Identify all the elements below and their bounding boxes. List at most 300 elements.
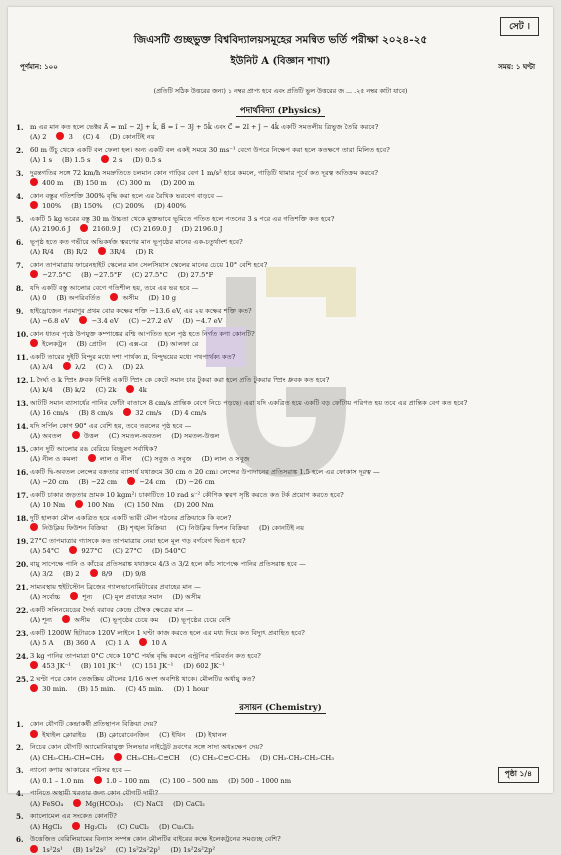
answer-options <box>30 500 537 510</box>
physics-question-list <box>16 123 537 694</box>
answer-option <box>96 731 149 739</box>
option-marker <box>122 570 133 578</box>
question-body <box>30 353 537 372</box>
answer-option <box>96 386 117 394</box>
option-letter: (D) <box>170 845 181 854</box>
option-marker <box>152 547 163 555</box>
option-text: 2k <box>108 386 117 395</box>
option-text: ইথানল <box>208 730 227 739</box>
answer-option <box>123 363 144 371</box>
question-body <box>30 720 537 739</box>
question-number: 5. <box>16 812 24 822</box>
answer-options <box>30 224 537 234</box>
question-number: 13. <box>16 399 29 408</box>
option-letter: (A) <box>30 317 41 326</box>
question-item <box>16 720 537 739</box>
question-item <box>16 238 537 257</box>
option-letter: (D) <box>228 776 239 785</box>
option-text: −27.5°F <box>93 271 122 280</box>
option-marker <box>129 317 139 325</box>
answer-option <box>142 455 192 463</box>
option-letter: (B) <box>62 386 73 395</box>
answer-options <box>30 845 537 855</box>
option-text: আলফা রে <box>170 340 199 349</box>
answer-options <box>30 339 537 349</box>
answer-option <box>172 409 207 417</box>
option-letter: (B) <box>72 845 84 854</box>
option-text: 100% <box>42 202 62 211</box>
option-marker <box>30 777 40 785</box>
answer-option <box>81 271 122 279</box>
answer-options <box>30 408 537 418</box>
option-letter: (B) <box>73 179 84 188</box>
question-text: একটি 1200W হিটারকে 120V লাইনে 1 ঘণ্টা কাজ করতে হলে এর মধ্য দিয়ে কত বিদ্যুৎ প্রবাহিত হবে? <box>30 629 305 637</box>
option-text: 2160.9 J <box>92 225 121 234</box>
total-marks: পূর্ণমান: ১০০ <box>20 62 58 71</box>
answer-option-marked <box>101 156 123 164</box>
option-text: CH₃-CH₂-C≡CH <box>126 753 180 762</box>
marked-answer-dot <box>88 455 98 463</box>
option-marker <box>30 386 40 394</box>
exam-page <box>8 7 553 854</box>
option-letter: (B) <box>77 685 88 694</box>
answer-option <box>62 156 90 164</box>
question-text: L দৈর্ঘ্য ও k স্প্রিং ধ্রুবক বিশিষ্ট একটি স্প্রিং কে কেটে সমান চার টুকরা করা হলে প্রতি টুকরার স্প্রিং ধ্রুবক কত হবে? <box>30 376 330 384</box>
option-marker <box>154 202 165 210</box>
answer-options <box>30 132 537 142</box>
option-marker <box>30 317 40 325</box>
option-text: 400% <box>167 202 187 211</box>
option-text: −3.4 eV <box>91 317 119 326</box>
option-marker <box>78 685 88 693</box>
option-text: অবতল <box>42 432 62 441</box>
answer-option <box>170 846 215 854</box>
marked-answer-dot <box>72 823 82 831</box>
option-marker <box>116 846 126 854</box>
marking-rule: (প্রতিটি সঠিক উত্তরের জন্য) ১ নম্বর প্রাপ্য হবে এবং প্রতিটি ভুল উত্তরের জ ... .২৫ নম্বর কাটা যাবে) <box>153 87 408 95</box>
answer-options <box>30 431 537 441</box>
option-letter: (D) <box>182 317 194 326</box>
option-marker <box>118 524 128 532</box>
answer-option <box>30 386 53 394</box>
option-marker <box>172 593 183 601</box>
answer-option <box>176 478 215 486</box>
question-item <box>16 146 537 165</box>
marked-answer-dot <box>80 225 90 233</box>
answer-option <box>136 248 154 256</box>
answer-option-marked <box>139 639 167 647</box>
option-letter: (C) <box>95 386 106 395</box>
answer-option-marked <box>90 570 113 578</box>
question-item <box>16 307 537 326</box>
option-text: 4 cm/s <box>184 409 207 418</box>
option-marker <box>195 731 206 739</box>
option-marker <box>79 409 89 417</box>
answer-options <box>30 477 537 487</box>
option-letter: (C) <box>112 202 124 211</box>
question-item <box>16 812 537 831</box>
question-body <box>30 307 537 326</box>
answer-option <box>132 662 173 670</box>
question-body <box>30 583 537 602</box>
option-letter: (C) <box>124 501 135 510</box>
answer-options <box>30 155 537 165</box>
option-marker <box>168 616 179 624</box>
option-letter: (C) <box>141 455 153 464</box>
answer-option-marked <box>110 294 138 302</box>
answer-option-marked <box>30 662 71 670</box>
question-number: 1. <box>16 720 24 730</box>
option-marker <box>63 639 73 647</box>
option-letter: (A) <box>30 409 41 418</box>
option-marker <box>124 501 134 509</box>
option-marker <box>30 478 40 486</box>
question-text: কোন বস্তুর গতিশক্তি 300% বৃদ্ধি করা হলে এর রৈখিক ভরবেগ বাড়বে — <box>30 192 223 200</box>
question-body <box>30 146 537 165</box>
option-text: 200 Nm <box>186 501 214 510</box>
answer-options <box>30 730 537 740</box>
answer-option <box>160 777 218 785</box>
option-text: 2 <box>42 133 47 142</box>
option-marker <box>64 248 74 256</box>
option-marker <box>259 524 270 532</box>
option-text: 2169.0 J <box>143 225 172 234</box>
option-text: 0.5 s <box>145 156 162 165</box>
option-text: 32 cm/s <box>135 409 162 418</box>
option-letter: (A) <box>30 776 41 785</box>
option-marker <box>62 156 72 164</box>
option-letter: (D) <box>258 524 270 533</box>
question-item <box>16 284 537 303</box>
question-body <box>30 330 537 349</box>
option-marker <box>81 662 91 670</box>
question-text: কোন তাপমাত্রায় ফারেনহাইট স্কেলের মান সেলসিয়াস স্কেলের মানের চেয়ে 10° বেশি হবে? <box>30 261 268 269</box>
option-text: −4.7 eV <box>195 317 223 326</box>
exam-unit: ইউনিট A (বিজ্ঞান শাখা) <box>230 56 331 67</box>
option-letter: (D) <box>183 662 194 671</box>
marked-answer-dot <box>30 179 40 187</box>
question-number: 4. <box>16 192 24 201</box>
answer-option <box>30 616 52 624</box>
answer-option-marked <box>79 317 118 325</box>
question-text: 3 kg পানির তাপমাত্রা 0°C থেকে 10°C পর্যন্ত বৃদ্ধি করলে এন্ট্রপির পরিবর্তন কত হবে? <box>30 652 261 660</box>
question-body <box>30 514 537 533</box>
option-marker <box>30 133 40 141</box>
option-marker <box>73 846 83 854</box>
option-marker <box>83 133 93 141</box>
option-letter: (A) <box>30 639 41 648</box>
answer-option-marked <box>30 271 71 279</box>
option-text: 16 cm/s <box>42 409 69 418</box>
option-text: λ/2 <box>75 363 86 372</box>
option-text: 2196.0 J <box>194 225 223 234</box>
option-marker <box>63 386 73 394</box>
question-body <box>30 560 537 579</box>
question-body <box>30 169 537 188</box>
question-text: দুরন্তগতির সঙ্গে 72 km/h সমদ্রুতিতে চলমান কোন গাড়ির বেগ 1 m/s² হারে কমলে, গাড়িটি থামার পূর্বে কত দূরত্ব অতিক্রম করবে? <box>30 169 379 177</box>
question-text: যদি সর্পিল কোণ 90° এর বেশি হয়, তবে তরলের পৃষ্ঠ হবে — <box>30 422 192 430</box>
option-text: 4k <box>138 386 147 395</box>
answer-option <box>30 777 84 785</box>
answer-options <box>30 247 537 257</box>
answer-options <box>30 454 537 464</box>
answer-option <box>178 271 214 279</box>
question-number: 1. <box>16 123 24 132</box>
question-item <box>16 743 537 762</box>
question-number: 14. <box>16 422 29 431</box>
answer-option <box>118 524 167 532</box>
option-marker <box>183 662 194 670</box>
question-text: দুটি হালকা মৌল একত্রিত হয়ে একটি ভারী মৌল গঠনের প্রক্রিয়াকে কি বলে? <box>30 514 232 522</box>
option-letter: (A) <box>30 455 41 464</box>
option-letter: (D) <box>181 225 193 234</box>
question-item <box>16 606 537 625</box>
answer-option <box>174 685 209 693</box>
answer-options <box>30 776 537 786</box>
answer-option <box>64 248 88 256</box>
answer-option-marked <box>56 133 72 141</box>
option-text: 3/2 <box>42 570 53 579</box>
option-letter: (D) <box>171 432 182 441</box>
option-letter: (C) <box>82 133 94 142</box>
option-text: নিউক্লিয় ফিউশন বিক্রিয়া <box>42 524 108 533</box>
option-text: −27.5°C <box>42 271 72 280</box>
option-letter: (C) <box>117 822 128 831</box>
option-text: CuCl₂ <box>129 822 149 831</box>
marked-answer-dot <box>63 363 73 371</box>
answer-option <box>148 294 176 302</box>
answer-options <box>30 592 537 602</box>
option-letter: (C) <box>159 776 171 785</box>
answer-option-marked <box>30 340 67 348</box>
option-marker <box>71 202 81 210</box>
marked-answer-dot <box>30 846 40 854</box>
option-marker <box>96 386 106 394</box>
answer-option <box>30 593 60 601</box>
answer-option <box>30 823 62 831</box>
question-text: একটি চাকার জড়তার ভ্রামক 10 kgm²। চাকাটিতে 10 rad s⁻² কৌণিক ত্বরণ সৃষ্টি করতে কত টর্ক প্রয়োগ করতে হবে? <box>30 491 344 499</box>
option-text: CaCl₂ <box>185 799 205 808</box>
answer-options <box>30 362 537 372</box>
option-marker <box>181 225 192 233</box>
chemistry-heading <box>8 701 553 715</box>
option-letter: (D) <box>122 570 134 579</box>
marked-answer-dot <box>30 271 40 279</box>
question-body <box>30 675 537 694</box>
option-marker <box>30 823 40 831</box>
question-body <box>30 376 537 395</box>
answer-option <box>159 823 194 831</box>
chemistry-title: রসায়ন (Chemistry) <box>235 703 326 714</box>
option-marker <box>30 754 40 762</box>
answer-option <box>78 685 116 693</box>
option-marker <box>157 340 168 348</box>
option-letter: (A) <box>30 225 41 234</box>
marked-answer-dot <box>30 731 40 739</box>
option-text: উত্তল <box>83 432 99 441</box>
question-item <box>16 330 537 349</box>
option-marker <box>159 823 170 831</box>
question-text: ন্যানো কণার আকারের পরিসর হবে — <box>30 766 131 775</box>
option-marker <box>172 409 183 417</box>
option-letter: (A) <box>30 822 41 831</box>
option-text: 4 <box>95 133 100 142</box>
option-letter: (C) <box>130 225 142 234</box>
answer-options <box>30 178 537 188</box>
option-text: 400 m <box>42 179 64 188</box>
question-body <box>30 652 537 671</box>
exam-title: জিএসটি গুচ্ছভুক্ত বিশ্ববিদ্যালয়সমূহের সমন্বিত ভর্তি পরীক্ষা ২০২৪-২৫ <box>133 34 428 46</box>
option-marker <box>56 294 66 302</box>
question-number: 3. <box>16 766 24 776</box>
answer-option-marked <box>73 800 123 808</box>
option-text: ভূপৃষ্ঠের চেয়ে কম <box>112 616 159 625</box>
option-text: অসীম <box>185 593 201 602</box>
option-marker <box>30 294 40 302</box>
option-text: 10 g <box>161 294 176 303</box>
option-letter: (C) <box>116 179 128 188</box>
option-text: 200 m <box>173 179 195 188</box>
marked-answer-dot <box>69 547 79 555</box>
exam-time: সময়: ১ ঘণ্টা <box>498 62 535 71</box>
option-text: Mg(HCO₃)₂ <box>85 799 124 808</box>
option-text: ভূপৃষ্ঠের চেয়ে বেশি <box>181 616 231 625</box>
option-text: 1.5 s <box>74 156 91 165</box>
question-item <box>16 629 537 648</box>
option-text: 8 cm/s <box>90 409 114 418</box>
option-letter: (D) <box>177 271 189 280</box>
answer-option-marked <box>69 547 102 555</box>
answer-option <box>102 593 162 601</box>
option-letter: (A) <box>30 799 41 808</box>
question-number: 9. <box>16 307 24 316</box>
option-marker <box>30 593 40 601</box>
option-marker <box>96 363 106 371</box>
option-text: নীল ও কমলা <box>42 455 78 464</box>
question-body <box>30 468 537 487</box>
option-text: 1s²2s² <box>85 845 106 854</box>
option-marker <box>123 363 134 371</box>
option-text: শৃঙ্খল বিক্রিয়া <box>129 524 167 533</box>
option-text: NaCl <box>145 799 164 808</box>
option-text: 150 Nm <box>136 501 164 510</box>
option-text: 1s²2s²2p¹ <box>128 845 161 854</box>
question-body <box>30 537 537 556</box>
option-text: 150 m <box>85 179 107 188</box>
answer-option <box>154 202 186 210</box>
answer-option <box>30 156 52 164</box>
marked-answer-dot <box>70 593 80 601</box>
answer-option <box>260 754 334 762</box>
question-item <box>16 514 537 533</box>
option-text: সর্বোচ্চ <box>42 593 61 602</box>
option-text: CH₃-CH₂-CH=CH₂ <box>42 753 105 762</box>
option-marker <box>105 639 115 647</box>
option-text: মূল প্রবাহের সমান <box>114 593 163 602</box>
answer-option <box>228 777 291 785</box>
option-text: ইলেকট্রন <box>42 340 67 349</box>
answer-option-marked <box>30 202 61 210</box>
answer-option-marked <box>30 846 63 854</box>
answer-option <box>63 639 95 647</box>
option-text: অসীম <box>74 616 91 625</box>
option-text: নিউক্লিয় ফিশন বিক্রিয়া <box>188 524 249 533</box>
question-number: 5. <box>16 215 24 224</box>
answer-option <box>79 409 113 417</box>
option-letter: (B) <box>76 340 87 349</box>
answer-option <box>171 432 219 440</box>
option-text: অসীম <box>122 294 139 303</box>
option-marker <box>30 225 40 233</box>
answer-option-marked <box>127 478 165 486</box>
answer-options <box>30 316 537 326</box>
question-body <box>30 789 537 808</box>
question-body <box>30 399 537 418</box>
marked-answer-dot <box>30 685 40 693</box>
option-text: 0 <box>42 294 47 303</box>
option-marker <box>30 409 40 417</box>
option-letter: (A) <box>30 593 41 602</box>
question-text: যদি একটি বস্তু আলোর বেগে গতিশীল হয়, তবে এর ভর হবে — <box>30 284 199 292</box>
question-item <box>16 560 537 579</box>
option-letter: (A) <box>30 432 41 441</box>
option-text: −26 cm <box>188 478 215 487</box>
answer-options <box>30 753 537 763</box>
question-number: 8. <box>16 284 24 293</box>
option-text: 5 A <box>42 639 54 648</box>
option-letter: (C) <box>133 799 144 808</box>
option-letter: (A) <box>30 478 41 487</box>
answer-option <box>183 317 223 325</box>
option-text: −22 cm <box>90 478 118 487</box>
option-letter: (D) <box>168 616 179 625</box>
option-text: 100 Nm <box>87 501 115 510</box>
marked-answer-dot <box>62 616 72 624</box>
option-marker <box>161 179 172 187</box>
question-item <box>16 835 537 854</box>
answer-option <box>30 133 46 141</box>
question-number: 2. <box>16 146 24 155</box>
answer-option-marked <box>30 524 108 532</box>
option-marker <box>142 455 152 463</box>
question-text: নিচের কোন যৌগটি অ্যামোনিয়াযুক্ত সিলভার নাইট্রেট দ্রবণের সঙ্গে সাদা অধঃক্ষেপ দেয়? <box>30 743 263 752</box>
answer-option-marked <box>70 593 92 601</box>
answer-options <box>30 293 537 303</box>
question-item <box>16 123 537 142</box>
answer-option <box>109 432 161 440</box>
option-marker <box>30 432 40 440</box>
option-marker <box>30 501 40 509</box>
question-item <box>16 583 537 602</box>
question-item <box>16 399 537 418</box>
option-letter: (C) <box>159 730 170 739</box>
option-letter: (C) <box>100 616 111 625</box>
question-item <box>16 215 537 234</box>
option-text: 27.5°F <box>190 271 214 280</box>
question-body <box>30 766 537 785</box>
answer-option-marked <box>126 386 146 394</box>
answer-option <box>195 731 226 739</box>
option-text: HgCl₂ <box>42 822 63 831</box>
question-text: কোন যৌগটি কেন্দ্রাকর্ষী প্রতিস্থাপন বিক্রিয়া দেয়? <box>30 720 157 729</box>
option-letter: (D) <box>172 593 183 602</box>
answer-option <box>159 731 185 739</box>
answer-options <box>30 385 537 395</box>
question-text: একটি তারের দুইটি বিন্দুর মধ্যে দশা পার্থক্য π, বিন্দুদ্বয়ের মধ্যে পথপার্থক্য কত? <box>30 353 236 361</box>
question-item <box>16 468 537 487</box>
question-number: 21. <box>16 583 29 592</box>
answer-option <box>117 823 149 831</box>
